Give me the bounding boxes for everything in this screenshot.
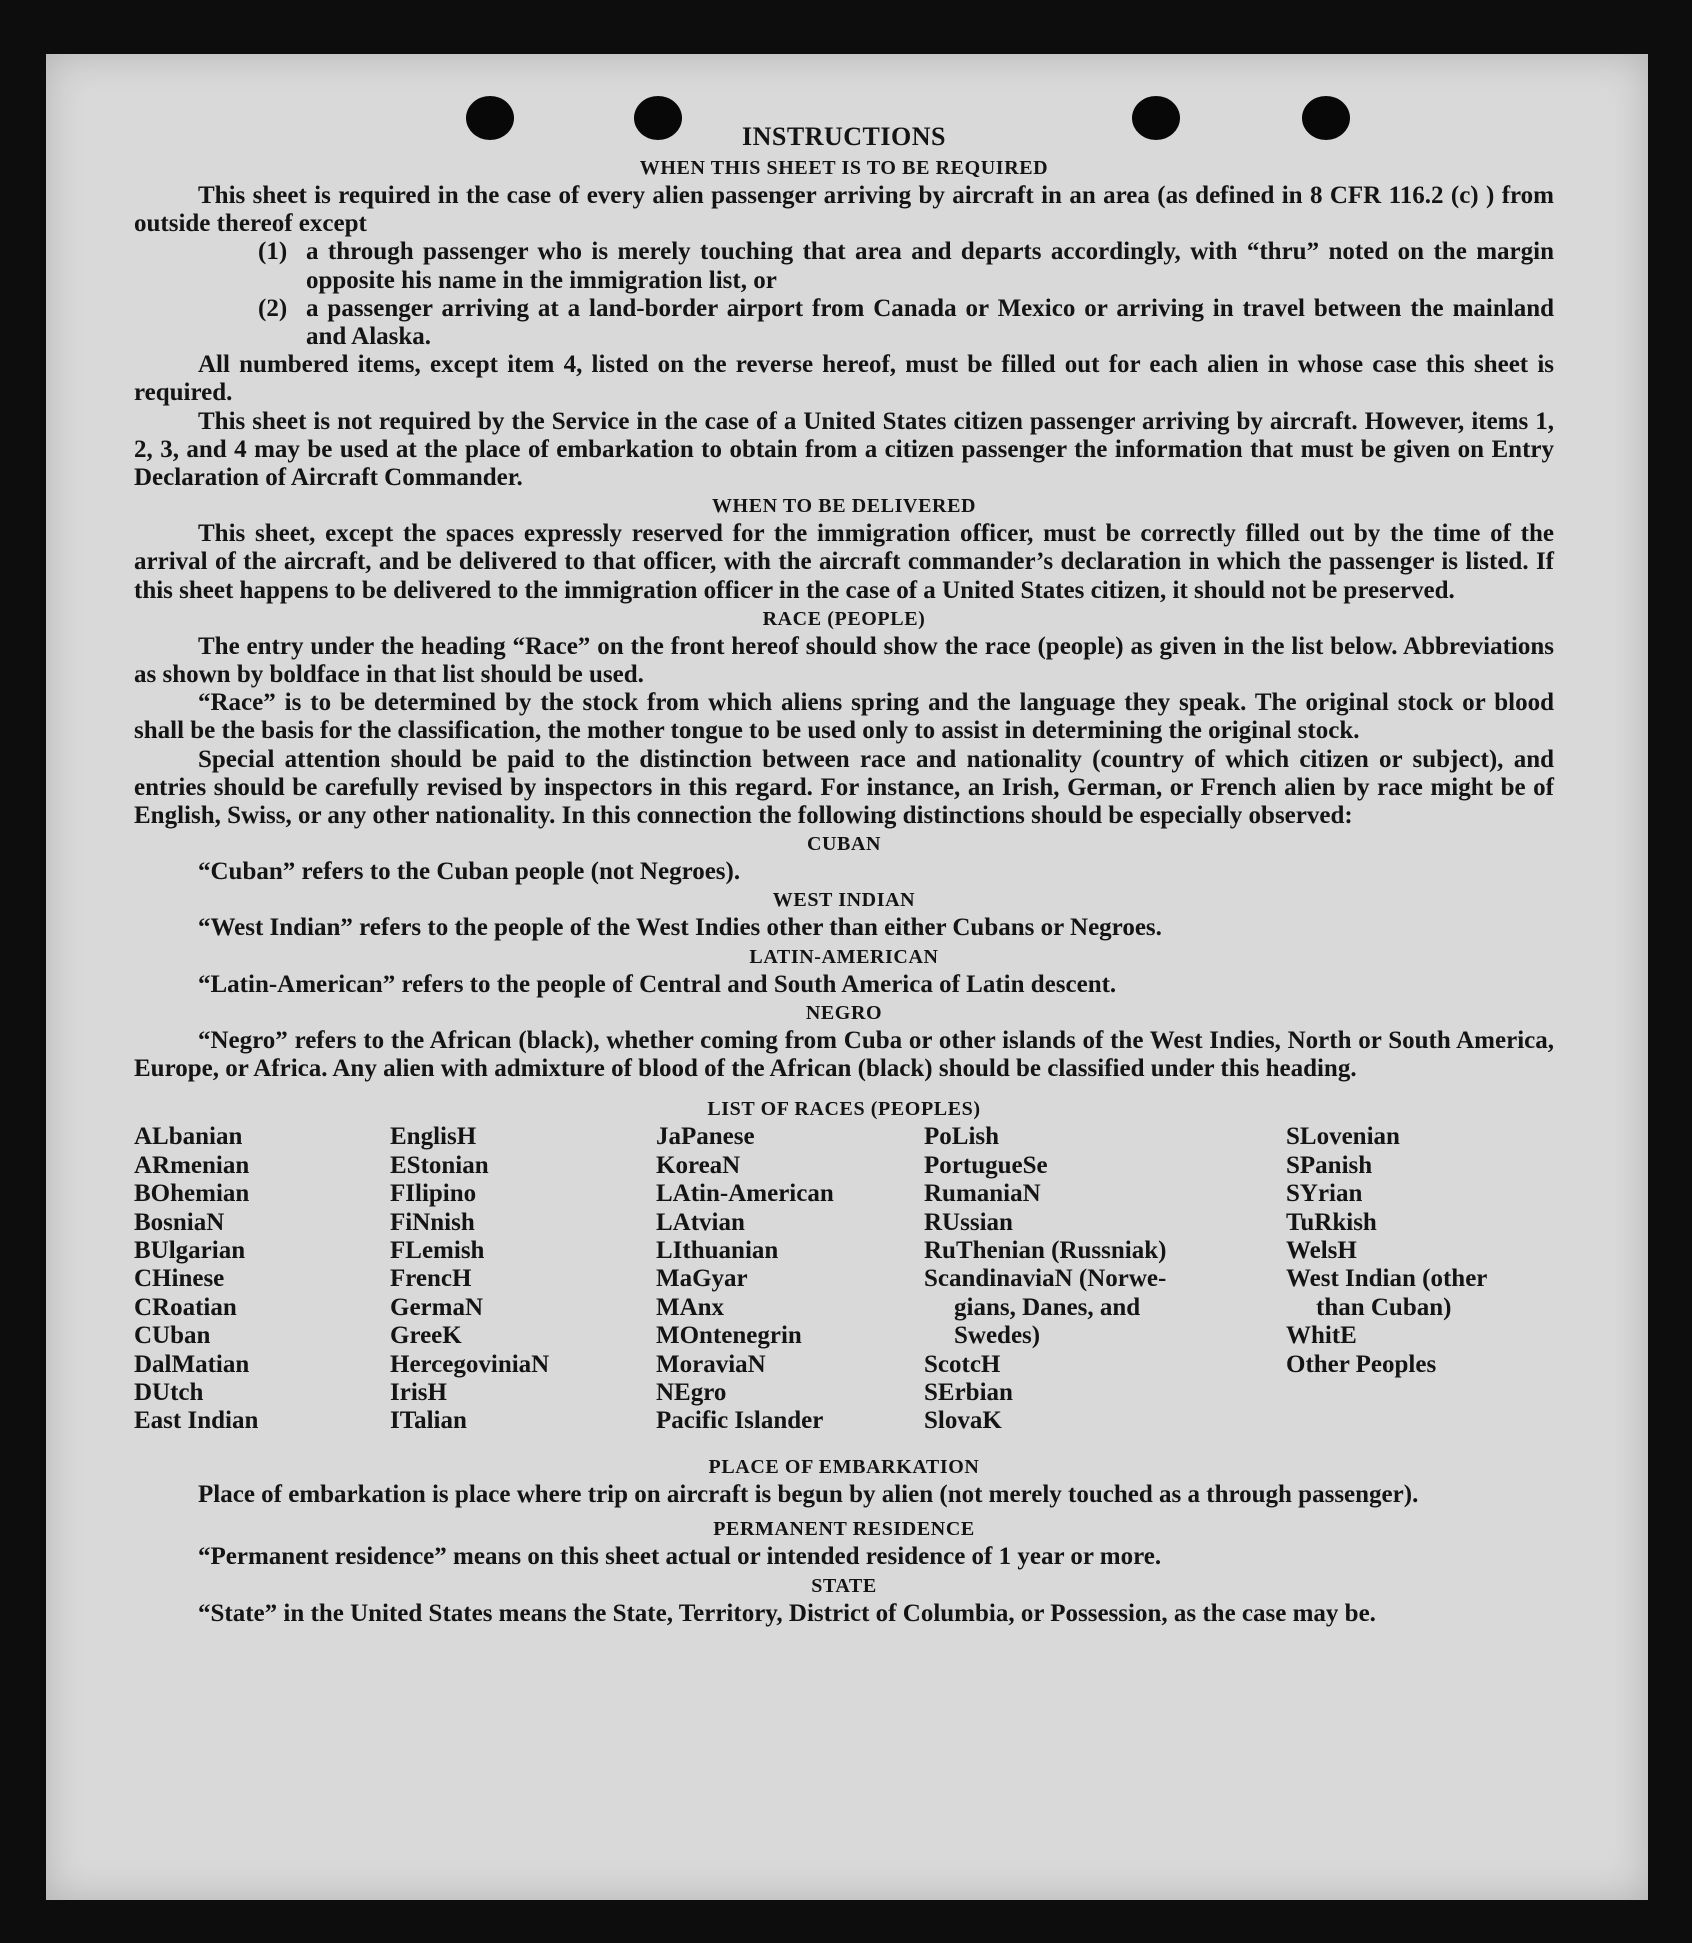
race-item: RUssian	[924, 1208, 1013, 1236]
paragraph: “Race” is to be determined by the stock from which aliens spring and the language they speak. The original stock or blood shall be the basis for the classification, the mother tongue to be used only to assist in determining the original stock.	[134, 689, 1554, 745]
race-item: gians, Danes, and	[954, 1293, 1141, 1321]
race-item: ScotcH	[924, 1350, 1001, 1378]
race-item: SYrian	[1286, 1180, 1363, 1208]
race-item: ScandinaviaN (Norwe-	[924, 1265, 1167, 1293]
race-item: TuRkish	[1286, 1208, 1377, 1236]
race-item: GreeK	[390, 1322, 462, 1350]
race-item: SPanish	[1286, 1151, 1373, 1179]
paragraph: “West Indian” refers to the people of the West Indies other than either Cubans or Negroes.	[198, 914, 1162, 942]
item-number: (2)	[258, 294, 288, 322]
item-number: (1)	[258, 238, 288, 266]
section-heading-permanent-residence: PERMANENT RESIDENCE	[713, 1518, 975, 1541]
race-item: CHinese	[134, 1265, 225, 1293]
paragraph: This sheet is not required by the Service in the case of a United States citizen passenger arriving by aircraft. However, items 1, 2, 3, and 4 may be used at the place of embarkation to obtain from a citizen passenger the information that must be given on Entry Declaration of Aircraft Commander.	[134, 407, 1554, 492]
race-item: RumaniaN	[924, 1180, 1041, 1208]
section-heading-west-indian: WEST INDIAN	[772, 889, 916, 912]
race-item: Other Peoples	[1286, 1350, 1437, 1378]
races-column-2	[390, 1123, 549, 1435]
race-item: FiNnish	[390, 1208, 475, 1236]
race-item: MaGyar	[656, 1265, 748, 1293]
list-item	[258, 238, 1554, 294]
race-item: LIthuanian	[656, 1236, 779, 1264]
race-item: CUban	[134, 1322, 211, 1350]
race-item: IrisH	[390, 1378, 447, 1406]
list-item	[258, 295, 1554, 351]
race-item: ALbanian	[134, 1123, 243, 1151]
section-heading-embarkation: PLACE OF EMBARKATION	[708, 1456, 980, 1479]
paragraph: Special attention should be paid to the distinction between race and nationality (country of which citizen or subject), and entries should be carefully revised by inspectors in this regard. For instance, an Irish, German, or French alien by race might be of English, Swiss, or any other nationality. In this connection the following distinctions should be especially observed:	[134, 745, 1554, 830]
race-item: East Indian	[134, 1407, 259, 1435]
race-item: HercegoviniaN	[390, 1350, 550, 1378]
race-item: BUlgarian	[134, 1236, 246, 1264]
race-item: RuThenian (Russniak)	[924, 1236, 1167, 1264]
paragraph: “Latin-American” refers to the people of Central and South America of Latin descent.	[198, 970, 1117, 998]
race-item: SlovaK	[924, 1407, 1002, 1435]
race-item: than Cuban)	[1316, 1293, 1452, 1321]
race-item: SLovenian	[1286, 1123, 1400, 1151]
race-item: BosniaN	[134, 1208, 225, 1236]
race-item: GermaN	[390, 1293, 484, 1321]
section-heading-negro: NEGRO	[805, 1001, 883, 1024]
race-item: PortugueSe	[924, 1151, 1048, 1179]
race-item: FLemish	[390, 1236, 485, 1264]
race-item: MAnx	[656, 1293, 725, 1321]
race-item: WelsH	[1286, 1236, 1357, 1264]
race-item: Pacific Islander	[656, 1407, 824, 1435]
race-item: FrencH	[390, 1265, 472, 1293]
races-column-4	[924, 1123, 1166, 1435]
race-item: West Indian (other	[1286, 1265, 1488, 1293]
paragraph: “Cuban” refers to the Cuban people (not Negroes).	[198, 858, 741, 886]
section-heading-delivered: WHEN TO BE DELIVERED	[711, 495, 977, 518]
race-item: NEgro	[656, 1378, 727, 1406]
race-item: LAtin-American	[656, 1180, 834, 1208]
paragraph: Place of embarkation is place where trip on aircraft is begun by alien (not merely touched as a through passenger).	[198, 1481, 1419, 1509]
race-item: CRoatian	[134, 1293, 237, 1321]
instructions-content	[134, 120, 1554, 1628]
race-item: MoraviaN	[656, 1350, 766, 1378]
races-list	[134, 1123, 1554, 1453]
race-item: FIlipino	[390, 1180, 477, 1208]
section-heading-cuban: CUBAN	[806, 833, 882, 856]
races-column-1	[134, 1123, 258, 1435]
races-column-5	[1286, 1123, 1487, 1379]
paragraph: “State” in the United States means the State, Territory, District of Columbia, or Possession, as the case may be.	[198, 1599, 1376, 1627]
race-item: EnglisH	[390, 1123, 477, 1151]
section-heading-race: RACE (PEOPLE)	[762, 607, 926, 630]
paragraph: “Permanent residence” means on this sheet actual or intended residence of 1 year or more.	[198, 1543, 1162, 1571]
race-item: ARmenian	[134, 1151, 250, 1179]
race-item: SErbian	[924, 1378, 1013, 1406]
page-title: INSTRUCTIONS	[742, 122, 946, 151]
race-item: MOntenegrin	[656, 1322, 802, 1350]
race-item: BOhemian	[134, 1180, 250, 1208]
section-heading-required: WHEN THIS SHEET IS TO BE REQUIRED	[639, 157, 1049, 179]
paragraph: The entry under the heading “Race” on the front hereof should show the race (people) as given in the list below. Abbreviations as shown by boldface in that list should be used.	[134, 632, 1554, 689]
race-item: Swedes)	[954, 1322, 1041, 1350]
section-heading-list-of-races: LIST OF RACES (PEOPLES)	[707, 1098, 981, 1121]
item-text: a through passenger who is merely touching that area and departs accordingly, with “thru” noted on the margin opposite his name in the immigration list, or	[306, 238, 1554, 294]
race-item: DalMatian	[134, 1350, 250, 1378]
paragraph: This sheet, except the spaces expressly reserved for the immigration officer, must be correctly filled out by the time of the arrival of the aircraft, and be delivered to that officer, with the aircraft commander’s declaration in which the passenger is listed. If this sheet happens to be delivered to the immigration officer in the case of a United States citizen, it should not be preserved.	[134, 520, 1554, 604]
race-item: JaPanese	[656, 1123, 755, 1151]
races-column-3	[656, 1123, 834, 1435]
race-item: EStonian	[390, 1151, 489, 1179]
race-item: WhitE	[1286, 1322, 1357, 1350]
race-item: DUtch	[134, 1378, 204, 1406]
paragraph: “Negro” refers to the African (black), whether coming from Cuba or other islands of the West Indies, North or South America, Europe, or Africa. Any alien with admixture of blood of the African (black) should be classified under this heading.	[134, 1026, 1554, 1083]
race-item: PoLish	[924, 1123, 1000, 1151]
race-item: LAtvian	[656, 1208, 745, 1236]
race-item: KoreaN	[656, 1151, 741, 1179]
race-item: ITalian	[390, 1407, 467, 1435]
item-text: a passenger arriving at a land-border airport from Canada or Mexico or arriving in travel between the mainland and Alaska.	[306, 294, 1554, 351]
section-heading-state: STATE	[811, 1574, 877, 1597]
section-heading-latin-american: LATIN-AMERICAN	[749, 945, 939, 968]
paragraph: All numbered items, except item 4, listed on the reverse hereof, must be filled out for each alien in whose case this sheet is required.	[134, 351, 1554, 407]
document-sheet	[46, 54, 1648, 1900]
paragraph: This sheet is required in the case of every alien passenger arriving by aircraft in an area (as defined in 8 CFR 116.2 (c) ) from outside thereof except	[134, 182, 1554, 238]
